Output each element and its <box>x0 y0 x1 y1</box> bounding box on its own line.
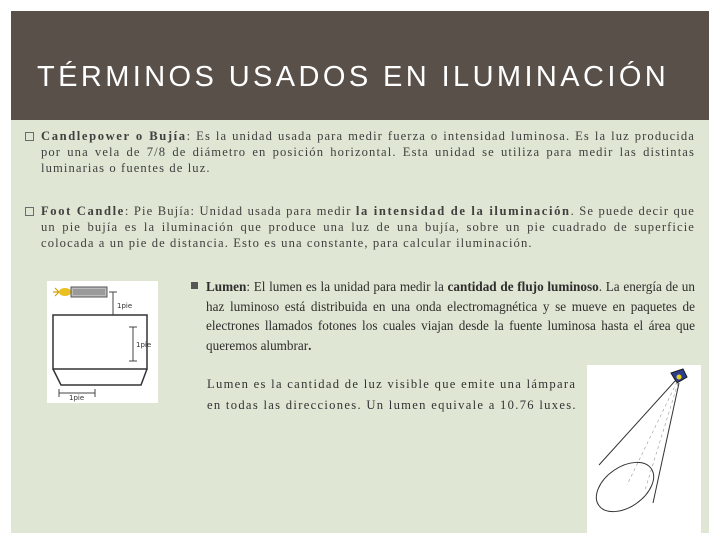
term-lumen: Lumen <box>206 279 247 294</box>
lamp-icon <box>671 369 687 383</box>
dimension-label-side: 1pie <box>136 341 152 349</box>
lumen-definition-a: : El lumen es la unidad para medir la <box>246 279 448 294</box>
bullet-candlepower <box>25 128 695 176</box>
bullet-body <box>41 128 695 176</box>
foot-candle-emphasis: la intensidad de la iluminación <box>355 204 571 218</box>
bullet-square-icon <box>191 282 198 289</box>
foot-candle-diagram <box>47 281 158 403</box>
dimension-label-bottom: 1pie <box>69 394 85 402</box>
bullet-foot-candle <box>25 203 695 251</box>
lumen-definition-b: . La energía de un haz luminoso está distribuida en una onda electromagnética y se mueve en paquetes de electrones llamados fotones los cuales viajan desde la fuente luminosa hasta el área que queremos alumbrar <box>206 279 695 353</box>
bullet-box-icon <box>25 207 34 216</box>
term-foot-candle: Foot Candle <box>41 204 125 218</box>
candle-icon <box>53 287 107 297</box>
lumen-emphasis: cantidad de flujo luminoso <box>447 279 599 294</box>
dimension-label-top: 1pie <box>117 302 133 310</box>
title-bar <box>11 11 709 120</box>
lumen-end: . <box>308 337 312 353</box>
cube-diagram-svg <box>47 281 158 403</box>
bullet-box-icon <box>25 132 34 141</box>
foot-candle-definition-a: : Pie Bujía: Unidad usada para medir <box>124 204 356 218</box>
slide-content <box>11 120 709 533</box>
lumen-note: Lumen es la cantidad de luz visible que emite una lámpara en todas las direcciones. Un lumen equivale a 10.76 luxes. <box>207 377 577 412</box>
bullet-body <box>41 203 695 251</box>
slide-title: TÉRMINOS USADOS EN ILUMINACIÓN <box>37 61 670 93</box>
candlepower-definition: : Es la unidad usada para medir fuerza o intensidad luminosa. Es la luz producida por una vela de 7/8 de diámetro en posición horizontal. Esta unidad se utiliza para medir las distintas luminarias o fuentes de luz. <box>41 129 695 175</box>
lumen-body <box>206 277 695 355</box>
term-candlepower: Candlepower o Bujía <box>41 129 187 143</box>
bullet-lumen <box>191 277 695 355</box>
light-cone-diagram <box>587 365 701 533</box>
foot-candle-definition-b: . Se puede decir que un pie bujía es la iluminación que produce una luz de una bujía, sobre un pie cuadrado de superficie colocada a un pie de distancia. Esto es una constante, para calcular iluminación. <box>41 204 696 250</box>
cone-diagram-svg <box>587 365 701 533</box>
